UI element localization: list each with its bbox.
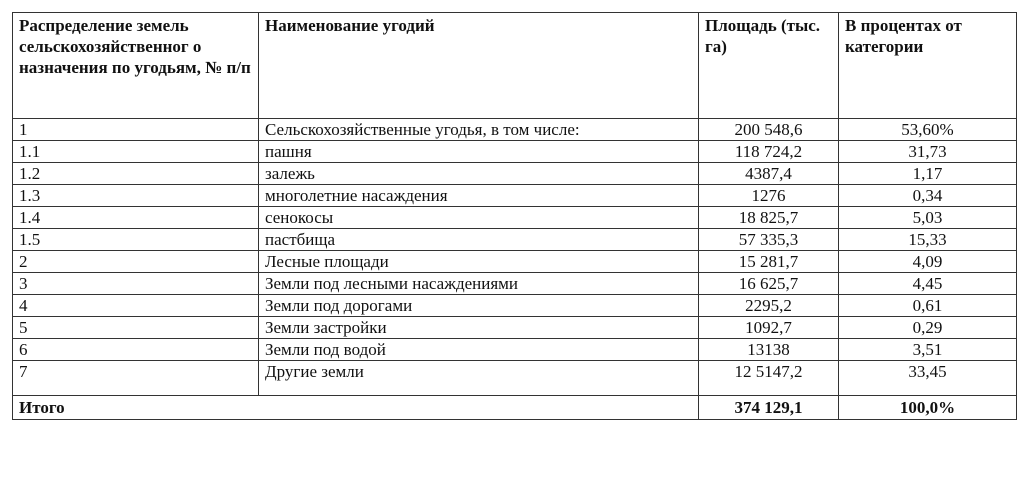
header-percent: В процентах от категории xyxy=(839,13,1017,119)
row-name: сенокосы xyxy=(259,207,699,229)
row-percent: 0,34 xyxy=(839,185,1017,207)
row-name: пастбища xyxy=(259,229,699,251)
row-percent: 53,60% xyxy=(839,119,1017,141)
total-area: 374 129,1 xyxy=(699,396,839,420)
table-row xyxy=(13,251,1017,273)
row-number: 7 xyxy=(13,361,259,396)
row-number: 6 xyxy=(13,339,259,361)
row-area: 1092,7 xyxy=(699,317,839,339)
row-number: 4 xyxy=(13,295,259,317)
row-number: 1.3 xyxy=(13,185,259,207)
table-row xyxy=(13,339,1017,361)
row-percent: 4,45 xyxy=(839,273,1017,295)
row-percent: 0,29 xyxy=(839,317,1017,339)
table-row xyxy=(13,163,1017,185)
header-name: Наименование угодий xyxy=(259,13,699,119)
row-number: 1.2 xyxy=(13,163,259,185)
row-percent: 33,45 xyxy=(839,361,1017,396)
row-area: 18 825,7 xyxy=(699,207,839,229)
table-row xyxy=(13,207,1017,229)
total-percent: 100,0% xyxy=(839,396,1017,420)
row-percent: 4,09 xyxy=(839,251,1017,273)
table-row xyxy=(13,317,1017,339)
row-number: 1 xyxy=(13,119,259,141)
row-name: Земли под водой xyxy=(259,339,699,361)
row-percent: 5,03 xyxy=(839,207,1017,229)
header-area: Площадь (тыс. га) xyxy=(699,13,839,119)
row-area: 2295,2 xyxy=(699,295,839,317)
table-row xyxy=(13,141,1017,163)
row-area: 57 335,3 xyxy=(699,229,839,251)
total-row xyxy=(13,396,1017,420)
row-area: 200 548,6 xyxy=(699,119,839,141)
row-number: 1.1 xyxy=(13,141,259,163)
row-name: залежь xyxy=(259,163,699,185)
header-number: Распределение земель сельскохозяйственног о назначения по угодьям, № п/п xyxy=(13,13,259,119)
row-name: Земли под лесными насаждениями xyxy=(259,273,699,295)
row-number: 5 xyxy=(13,317,259,339)
row-area: 4387,4 xyxy=(699,163,839,185)
header-row xyxy=(13,13,1017,119)
row-percent: 3,51 xyxy=(839,339,1017,361)
row-percent: 15,33 xyxy=(839,229,1017,251)
row-area: 15 281,7 xyxy=(699,251,839,273)
row-area: 12 5147,2 xyxy=(699,361,839,396)
row-name: Лесные площади xyxy=(259,251,699,273)
row-name: многолетние насаждения xyxy=(259,185,699,207)
row-name: Сельскохозяйственные угодья, в том числе: xyxy=(259,119,699,141)
row-area: 16 625,7 xyxy=(699,273,839,295)
total-label: Итого xyxy=(13,396,699,420)
row-number: 1.4 xyxy=(13,207,259,229)
row-name: Земли застройки xyxy=(259,317,699,339)
row-area: 118 724,2 xyxy=(699,141,839,163)
row-area: 13138 xyxy=(699,339,839,361)
table-row xyxy=(13,185,1017,207)
table-row xyxy=(13,295,1017,317)
row-percent: 0,61 xyxy=(839,295,1017,317)
table-row xyxy=(13,273,1017,295)
row-number: 3 xyxy=(13,273,259,295)
row-area: 1276 xyxy=(699,185,839,207)
table-row xyxy=(13,119,1017,141)
row-name: пашня xyxy=(259,141,699,163)
row-number: 1.5 xyxy=(13,229,259,251)
row-percent: 31,73 xyxy=(839,141,1017,163)
land-distribution-table xyxy=(12,12,1017,420)
row-number: 2 xyxy=(13,251,259,273)
table-row xyxy=(13,229,1017,251)
row-percent: 1,17 xyxy=(839,163,1017,185)
table-row xyxy=(13,361,1017,396)
row-name: Земли под дорогами xyxy=(259,295,699,317)
row-name: Другие земли xyxy=(259,361,699,396)
